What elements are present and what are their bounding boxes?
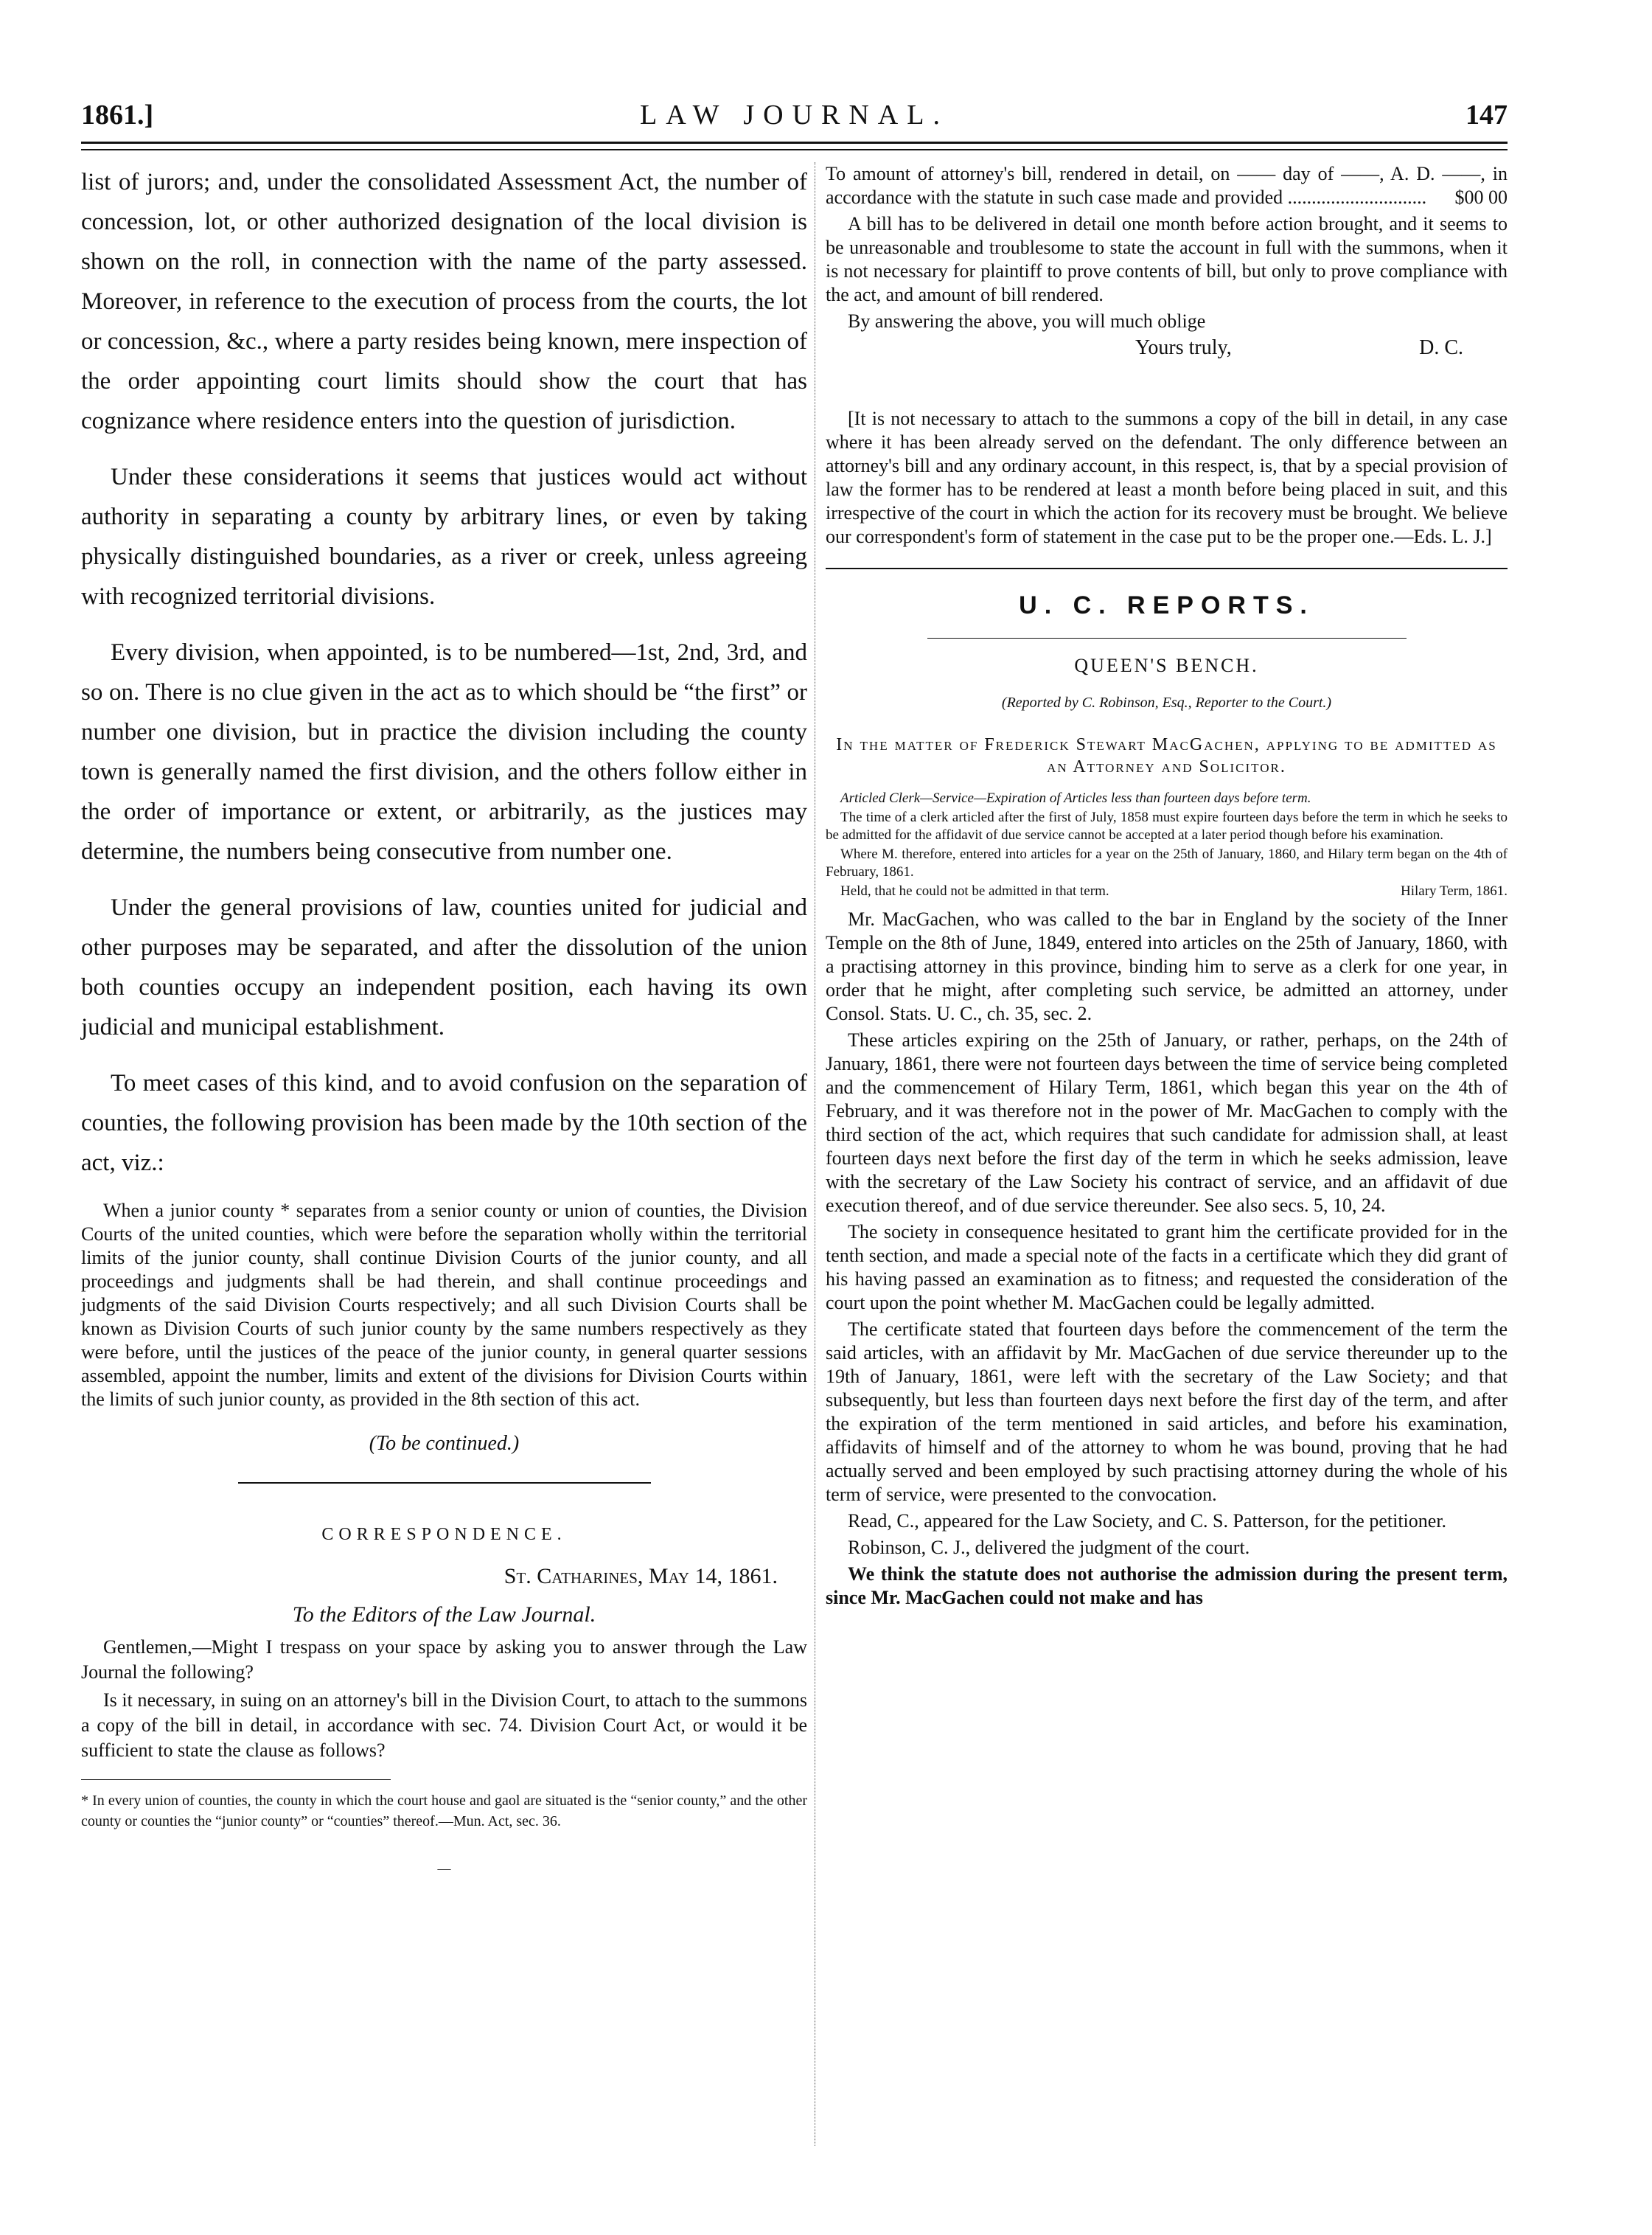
bill-form-text: To amount of attorney's bill, rendered in detail, on —— day of ——, A. D. ——, in accordance with the statute in such case made and provided ............................. <box>826 163 1508 208</box>
to-be-continued: (To be continued.) <box>369 1432 520 1455</box>
paragraph: Under these considerations it seems that justices would act without authority in separating a county by arbitrary lines, or even by taking physically distinguished boundaries, as a river or creek, unless agreeing with recognized territorial divisions. <box>81 464 807 610</box>
headnote <box>826 790 1508 900</box>
bill-amount: $00 00 <box>1454 187 1508 208</box>
footnote-rule <box>81 1779 391 1780</box>
paragraph: Every division, when appointed, is to be numbered—1st, 2nd, 3rd, and so on. There is no clue given in the act as to which should be “the first” or number one division, but in practice the division including the county town is generally named the first division, and the others follow either in the order of importance or extent, or arbitrarily, as the justices may determine, the numbers being consecutive from number one. <box>81 639 807 865</box>
letter-paragraph: By answering the above, you will much oblige <box>848 310 1206 332</box>
court-heading: QUEEN'S BENCH. <box>1074 655 1259 676</box>
reporter-credit: (Reported by C. Robinson, Esq., Reporter to the Court.) <box>1001 695 1332 711</box>
section-rule <box>927 638 1407 639</box>
report-paragraph: The certificate stated that fourteen days before the commencement of the term the said articles, with an affidavit by Mr. MacGachen of due service thereunder up to the 19th of January, 1861, were left with the secretary of the Law Society; and that subsequently, but less than fourteen days next before the first day of the term, and after the expiration of the term mentioned in said articles, and before his examination, affidavits of himself and of the attorney to whom he was bound, proving that he had actually served and been employed by such practising attorney during the whole of his term of service, were presented to the convocation. <box>826 1318 1508 1505</box>
letter-continuation <box>826 162 1508 333</box>
sign-off: Yours truly, <box>1135 336 1232 359</box>
reports-heading: U. C. REPORTS. <box>1019 591 1314 619</box>
headnote-holding <box>826 883 1508 900</box>
report-paragraph: We think the statute does not authorise the admission during the present term, since Mr. MacGachen could not make and has <box>826 1563 1508 1608</box>
article-body <box>81 162 807 1183</box>
letter-dateline: St. Catharines, May 14, 1861. <box>503 1564 778 1588</box>
footnote: * In every union of counties, the county in which the court house and gaol are situated is the “senior county,” and the other county or counties the “junior county” or “counties” thereof.—Mun. Act, sec. 36. <box>81 1793 807 1829</box>
section-rule <box>238 1482 651 1484</box>
letter-body <box>81 1635 807 1763</box>
headnote-text: Where M. therefore, entered into articles for a year on the 25th of January, 1860, and Hilary term began on the 4th of February, 1861. <box>826 847 1508 880</box>
signature: D. C. <box>1419 336 1463 359</box>
header-year: 1861.] <box>81 100 154 131</box>
right-column <box>826 162 1508 1613</box>
header-title: LAW JOURNAL. <box>640 100 949 131</box>
paragraph: To meet cases of this kind, and to avoid confusion on the separation of counties, the following provision has been made by the 10th section of the act, viz.: <box>81 1070 807 1176</box>
headnote-text: The time of a clerk articled after the first of July, 1858 must expire fourteen days before the term in which he seeks to be admitted for the affidavit of due service cannot be accepted at a later period though before his examination. <box>826 810 1508 843</box>
letter-paragraph: Gentlemen,—Might I trespass on your space by asking you to answer through the Law Journal the following? <box>81 1636 807 1683</box>
report-paragraph: Mr. MacGachen, who was called to the bar in England by the society of the Inner Temple on the 8th of June, 1849, entered into articles on the 25th of January, 1860, with a practising attorney in this province, binding him to serve as a clerk for one year, in order that he might, after completing such service, be admitted an attorney, under Consol. Stats. U. C., ch. 35, sec. 2. <box>826 908 1508 1024</box>
section-rule <box>826 568 1508 569</box>
end-mark: — <box>437 1861 451 1876</box>
correspondence-heading: CORRESPONDENCE. <box>321 1525 567 1544</box>
paragraph: list of jurors; and, under the consolidated Assessment Act, the number of concession, lot, or other authorized designation of the local division is shown on the roll, in connection with the name of the party assessed. Moreover, in reference to the execution of process from the courts, the lot or concession, &c., where a party resides being known, mere inspection of the order appointing court limits should show the court that has cognizance where residence enters into the question of jurisdiction. <box>81 169 807 434</box>
letter-salutation-heading: To the Editors of the Law Journal. <box>292 1602 596 1627</box>
running-header <box>81 96 1508 140</box>
header-double-rule <box>81 142 1508 150</box>
left-column <box>81 162 807 1877</box>
editor-reply-text: [It is not necessary to attach to the summons a copy of the bill in detail, in any case where it has been already served on the defendant. The only difference between an attorney's bill and any ordinary account, in this respect, is, that by a special provision of law the former has to be rendered at least a month before being placed in suit, and this irrespective of the court in which the action for its recovery must be brought. We believe our correspondent's form of statement in the case put to be the proper one.—Eds. L. J.] <box>826 408 1508 547</box>
journal-page <box>81 96 1508 2175</box>
report-paragraph: Robinson, C. J., delivered the judgment of the court. <box>848 1537 1250 1558</box>
headnote-catchwords: Articled Clerk—Service—Expiration of Articles less than fourteen days before term. <box>840 790 1311 806</box>
page-number: 147 <box>1465 100 1508 131</box>
editor-reply <box>826 407 1508 549</box>
letter-paragraph: A bill has to be delivered in detail one month before action brought, and it seems to be unreasonable and troublesome to state the account in full with the summons, when it is not necessary for plaintiff to prove contents of bill, but only to prove compliance with the act, and amount of bill rendered. <box>826 213 1508 305</box>
judgment-body <box>826 908 1508 1610</box>
signature-line <box>826 336 1508 363</box>
report-paragraph: These articles expiring on the 25th of January, or rather, perhaps, on the 24th of January, 1861, there were not fourteen days between the time of service being completed and the commencement of Hilary Term, 1861, which began this year on the 4th of February, and it was therefore not in the power of Mr. MacGachen to comply with the third section of the act, which requires that such candidate for admission shall, at least fourteen days next before the first day of the term in which he seeks admission, leave with the secretary of the Law Society his contract of service, and an affidavit of due execution thereof, and of due service thereunder. See also secs. 5, 10, 24. <box>826 1029 1508 1216</box>
report-paragraph: Read, C., appeared for the Law Society, and C. S. Patterson, for the petitioner. <box>848 1510 1447 1532</box>
term-label: Hilary Term, 1861. <box>1400 883 1508 899</box>
report-paragraph: The society in consequence hesitated to grant him the certificate provided for in the tenth section, and made a special note of the facts in a certificate which they did grant of his having passed an examination as to fitness; and requested the consideration of the court upon the point whether M. MacGachen could be legally admitted. <box>826 1221 1508 1313</box>
paragraph: Under the general provisions of law, counties united for judicial and other purposes may be separated, and after the dissolution of the union both counties occupy an independent position, each having its own judicial and municipal establishment. <box>81 894 807 1040</box>
statute-quotation: When a junior county * separates from a senior county or union of counties, the Division Courts of the united counties, which were before the separation wholly within the territorial limits of the junior county, shall continue Division Courts of the junior county, and all proceedings and judgments shall be had therein, and shall continue proceedings and judgments of the said Division Courts respectively; and all such Division Courts shall be known as Division Courts of such junior county by the same numbers respectively as they were before, until the justices of the peace of the junior county, in general quarter sessions assembled, appoint the number, limits and extent of the divisions for Division Courts within the limits of such junior county, as provided in the 8th section of this act. <box>81 1200 807 1410</box>
letter-paragraph: Is it necessary, in suing on an attorney's bill in the Division Court, to attach to the summons a copy of the bill in detail, in accordance with sec. 74. Division Court Act, or would it be sufficient to state the clause as follows? <box>81 1689 807 1761</box>
headnote-held: Held, that he could not be admitted in that term. <box>840 883 1109 899</box>
case-title: In the matter of Frederick Stewart MacGachen, applying to be admitted as an Attorney and Solicitor. <box>836 735 1497 776</box>
bill-form-line <box>826 162 1508 209</box>
